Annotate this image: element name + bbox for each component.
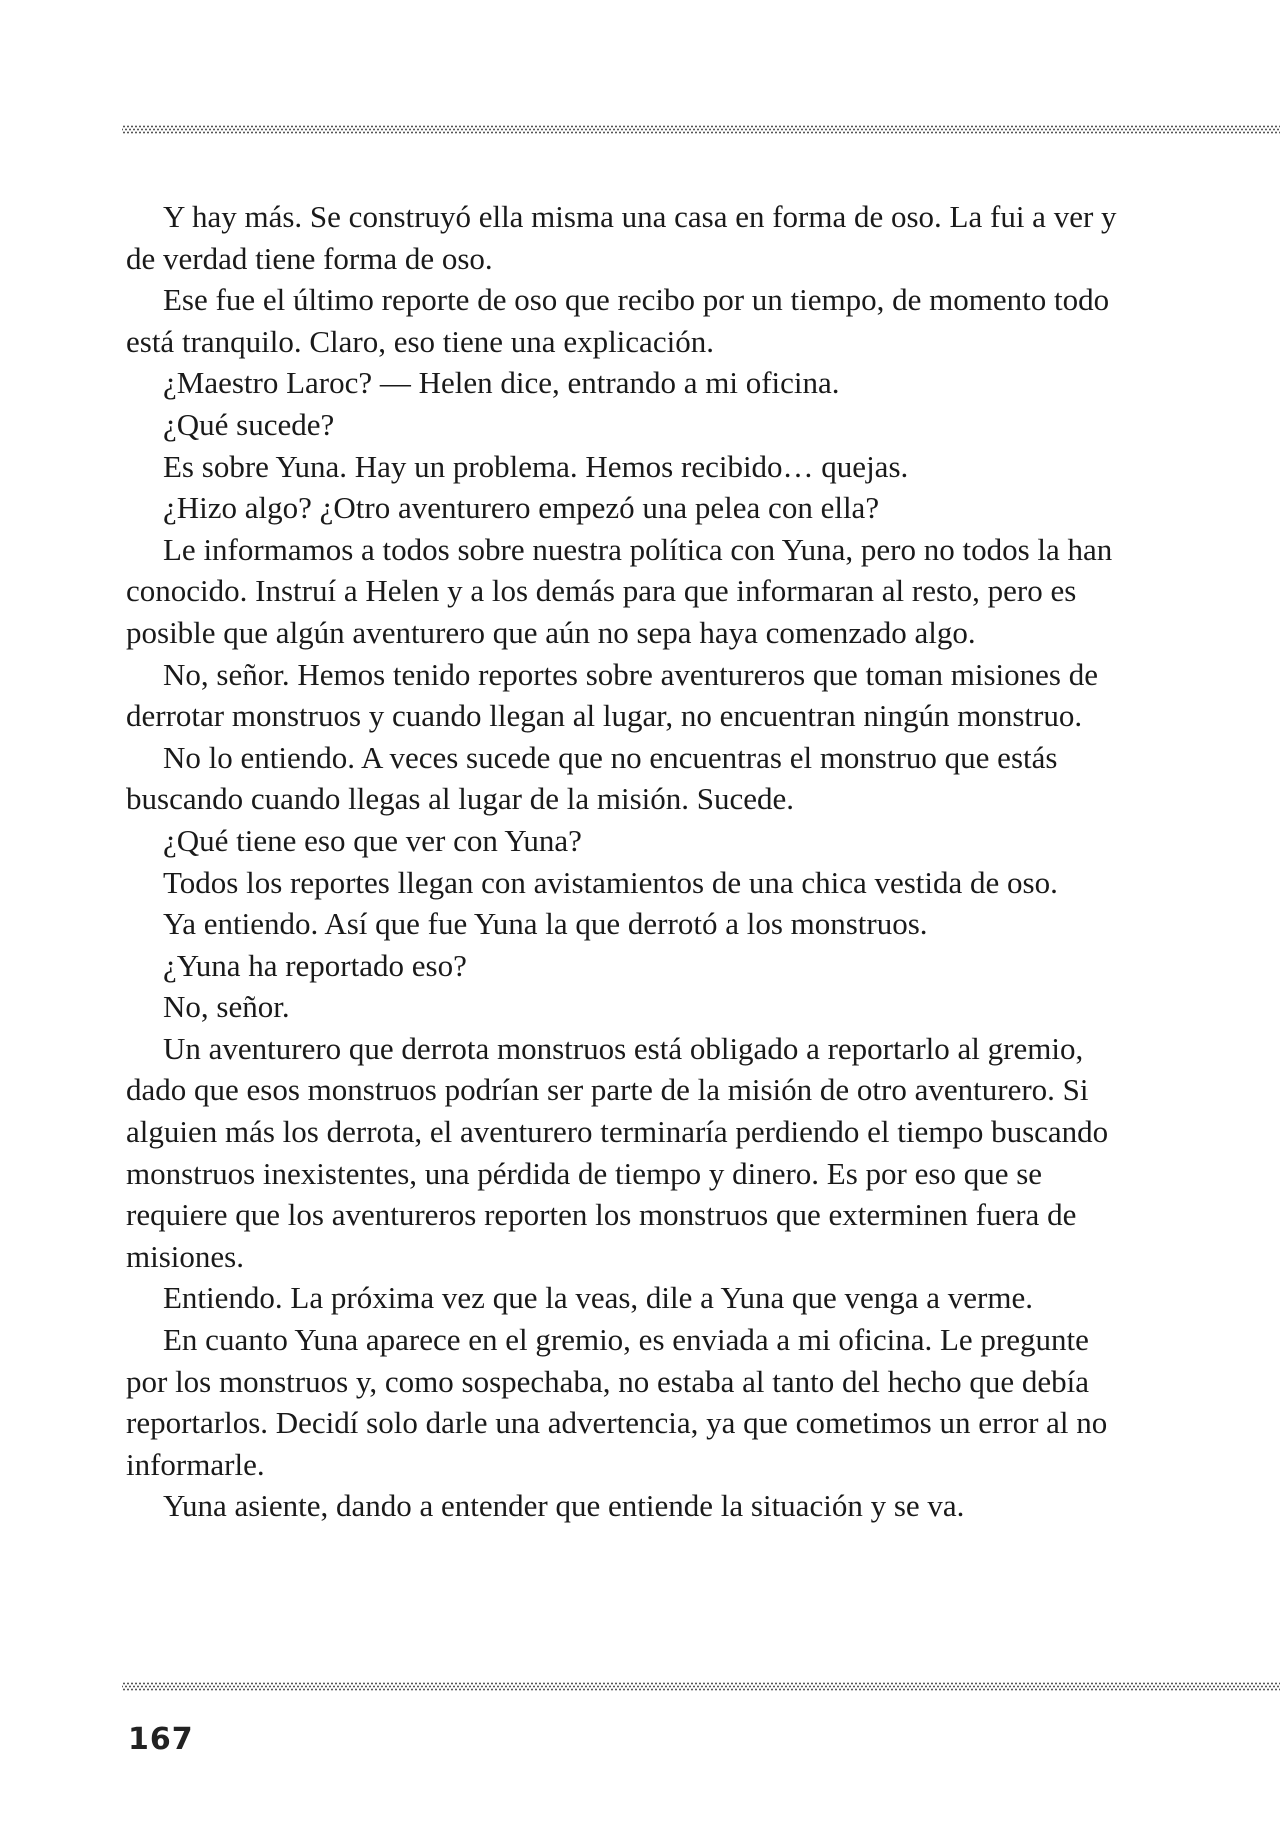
paragraph: Ya entiendo. Así que fue Yuna la que derrotó a los monstruos. — [163, 906, 928, 942]
paragraph: En cuanto Yuna aparece en el gremio, es enviada a mi oficina. Le pregunte por los monstruos y, como sospechaba, no estaba al tanto del hecho que debía reportarlos. Decidí solo darle una advertencia, ya que cometimos un error al no informarle. — [126, 1322, 1108, 1482]
paragraph: Yuna asiente, dando a entender que entiende la situación y se va. — [163, 1488, 965, 1524]
paragraph: ¿Maestro Laroc? — Helen dice, entrando a mi oficina. — [163, 365, 840, 401]
paragraph: Y hay más. Se construyó ella misma una casa en forma de oso. La fui a ver y de verdad tiene forma de oso. — [126, 199, 1117, 276]
paragraph: No, señor. — [163, 989, 290, 1025]
paragraph: Un aventurero que derrota monstruos está obligado a reportarlo al gremio, dado que esos monstruos podrían ser parte de la misión de otro aventurero. Si alguien más los derrota, el aventurero terminaría perdiendo el tiempo buscando monstruos inexistentes, una pérdida de tiempo y dinero. Es por eso que se requiere que los aventureros reporten los monstruos que exterminen fuera de misiones. — [126, 1030, 1109, 1274]
paragraph: ¿Qué tiene eso que ver con Yuna? — [163, 822, 582, 858]
paragraph: Todos los reportes llegan con avistamientos de una chica vestida de oso. — [163, 864, 1058, 900]
top-dotted-rule — [122, 125, 1280, 134]
paragraph: Ese fue el último reporte de oso que recibo por un tiempo, de momento todo está tranquilo. Claro, eso tiene una explicación. — [126, 282, 1110, 359]
body-text — [126, 196, 1136, 1527]
paragraph: No lo entiendo. A veces sucede que no encuentras el monstruo que estás buscando cuando llegas al lugar de la misión. Sucede. — [126, 739, 1058, 817]
bottom-dotted-rule — [122, 1682, 1280, 1691]
paragraph: ¿Yuna ha reportado eso? — [163, 947, 467, 983]
paragraph: ¿Qué sucede? — [163, 406, 335, 442]
paragraph: Es sobre Yuna. Hay un problema. Hemos recibido… quejas. — [163, 448, 909, 484]
paragraph: ¿Hizo algo? ¿Otro aventurero empezó una pelea con ella? — [163, 490, 880, 526]
page-number: 167 — [128, 1722, 194, 1757]
paragraph: Entiendo. La próxima vez que la veas, dile a Yuna que venga a verme. — [163, 1280, 1033, 1316]
paragraph: Le informamos a todos sobre nuestra política con Yuna, pero no todos la han conocido. Instruí a Helen y a los demás para que informaran al resto, pero es posible que algún aventurero que aún no sepa haya comenzado algo. — [126, 531, 1113, 650]
paragraph: No, señor. Hemos tenido reportes sobre aventureros que toman misiones de derrotar monstruos y cuando llegan al lugar, no encuentran ningún monstruo. — [126, 656, 1098, 734]
